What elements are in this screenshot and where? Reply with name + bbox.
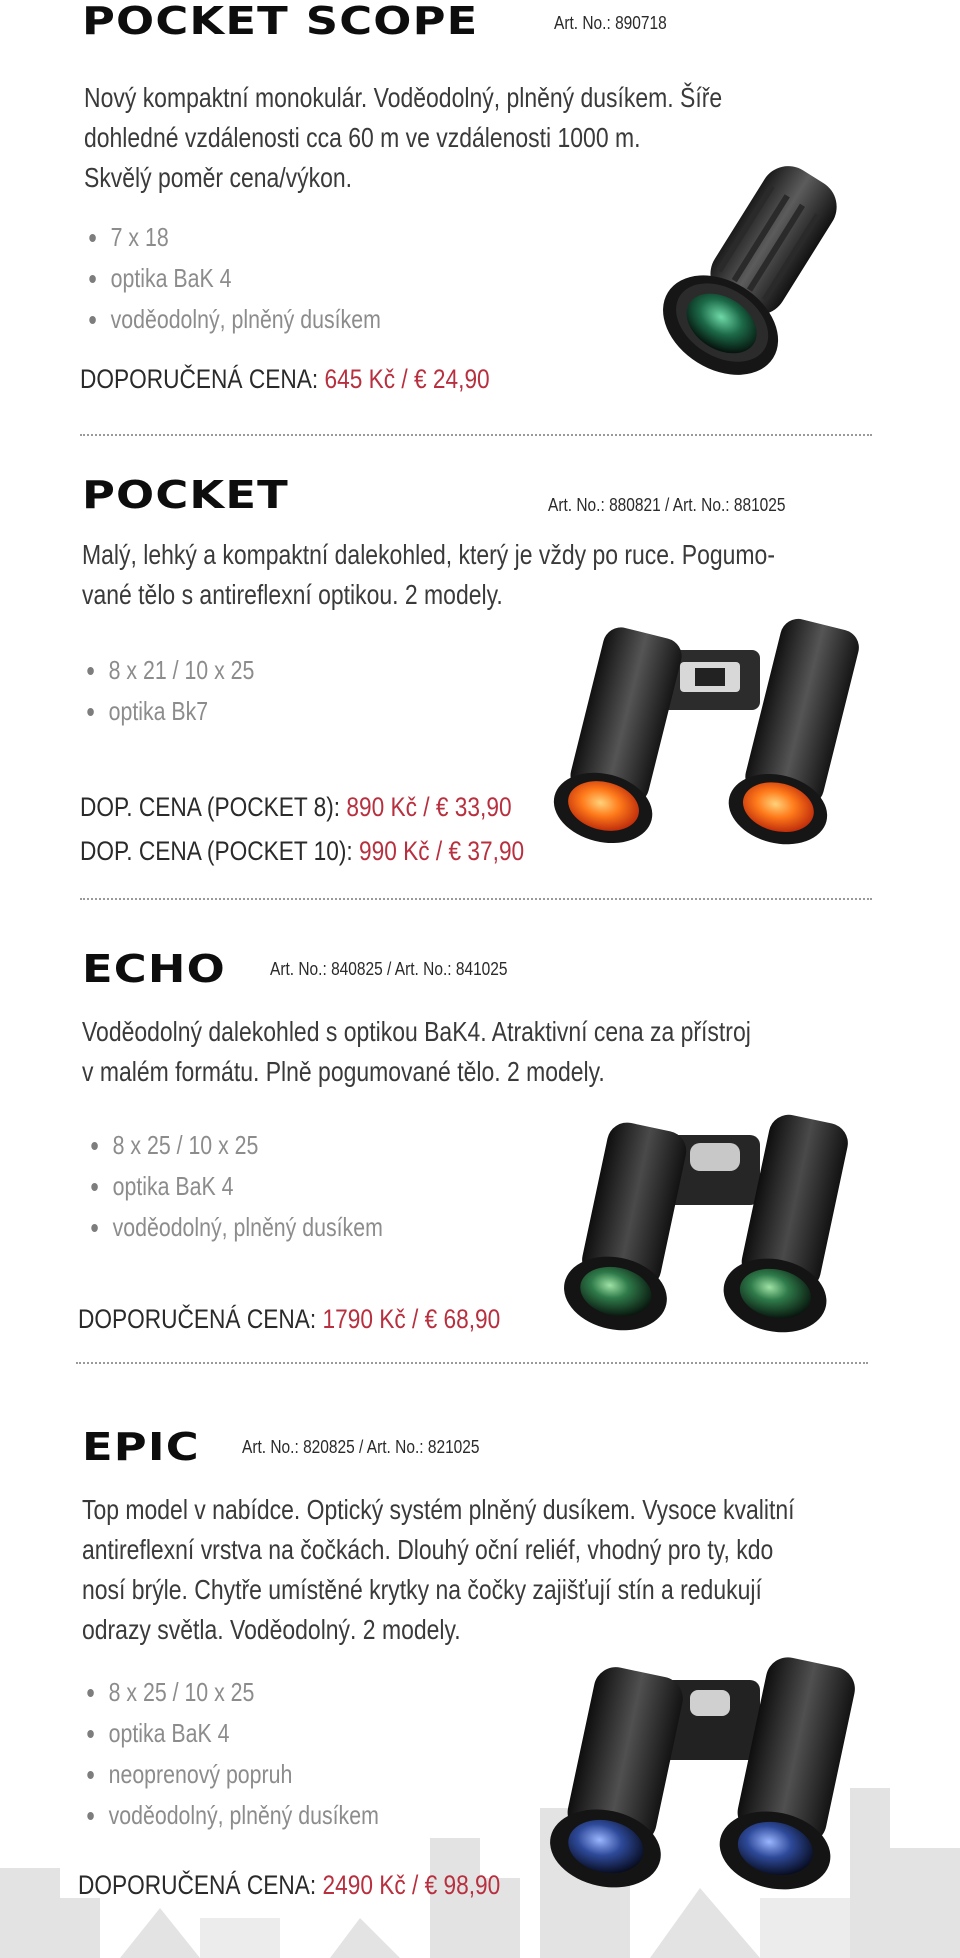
divider xyxy=(76,1362,868,1364)
list-item: 7 x 18 xyxy=(86,217,381,258)
price-value: 890 Kč / € 33,90 xyxy=(346,792,512,822)
monocular-image xyxy=(640,150,870,390)
list-item: 8 x 25 / 10 x 25 xyxy=(84,1672,379,1713)
divider xyxy=(80,898,872,900)
feature-list xyxy=(84,650,254,732)
list-item: neoprenový popruh xyxy=(84,1754,379,1795)
art-number: Art. No.: 880821 / Art. No.: 881025 xyxy=(548,495,786,515)
product-title-pocket-scope: POCKET SCOPE xyxy=(82,0,479,43)
list-item: optika BaK 4 xyxy=(88,1166,383,1207)
product-description: Voděodolný dalekohled s optikou BaK4. Atraktivní cena za přístroj v malém formátu. Plně pogumované tělo. 2 modely. xyxy=(82,1016,751,1087)
list-item: voděodolný, plněný dusíkem xyxy=(86,299,381,340)
price-value: 645 Kč / € 24,90 xyxy=(324,364,490,394)
product-title-pocket: POCKET xyxy=(82,473,289,517)
product-description: Nový kompaktní monokulár. Voděodolný, plněný dusíkem. Šíře dohledné vzdálenosti cca 60 m ve vzdálenosti 1000 m. Skvělý poměr cena/výkon. xyxy=(84,82,723,193)
list-item: voděodolný, plněný dusíkem xyxy=(88,1207,383,1248)
art-number: Art. No.: 890718 xyxy=(554,13,667,33)
price-value: 1790 Kč / € 68,90 xyxy=(322,1304,501,1334)
price-line: DOP. CENA (POCKET 8): 890 Kč / € 33,90 xyxy=(80,792,512,822)
list-item: optika Bk7 xyxy=(84,691,254,732)
price-value: 990 Kč / € 37,90 xyxy=(358,836,525,866)
divider xyxy=(80,434,872,436)
list-item: voděodolný, plněný dusíkem xyxy=(84,1795,379,1836)
price-value: 2490 Kč / € 98,90 xyxy=(322,1870,501,1900)
price-line: DOP. CENA (POCKET 10): 990 Kč / € 37,90 xyxy=(80,836,525,866)
binoculars-image xyxy=(550,1105,870,1345)
art-number: Art. No.: 820825 / Art. No.: 821025 xyxy=(242,1437,480,1457)
feature-list xyxy=(88,1125,383,1248)
feature-list xyxy=(84,1672,379,1836)
feature-list xyxy=(86,217,381,340)
list-item: optika BaK 4 xyxy=(86,258,381,299)
art-number: Art. No.: 840825 / Art. No.: 841025 xyxy=(270,959,508,979)
product-description: Malý, lehký a kompaktní dalekohled, který je vždy po ruce. Pogumo- vané tělo s antireflexní optikou. 2 modely. xyxy=(82,539,775,610)
price-line: DOPORUČENÁ CENA: 2490 Kč / € 98,90 xyxy=(78,1870,501,1900)
price-line: DOPORUČENÁ CENA: 1790 Kč / € 68,90 xyxy=(78,1304,501,1334)
product-description: Top model v nabídce. Optický systém plněný dusíkem. Vysoce kvalitní antireflexní vrstva na čočkách. Dlouhý oční reliéf, vhodný pro ty, kdo nosí brýle. Chytře umístěné krytky na čočky zajišťují stín a redukují odrazy světla. Voděodolný. 2 modely. xyxy=(82,1494,795,1645)
binoculars-image xyxy=(540,1650,870,1910)
binoculars-image xyxy=(540,610,880,860)
price-line: DOPORUČENÁ CENA: 645 Kč / € 24,90 xyxy=(80,364,490,394)
list-item: optika BaK 4 xyxy=(84,1713,379,1754)
list-item: 8 x 25 / 10 x 25 xyxy=(88,1125,383,1166)
list-item: 8 x 21 / 10 x 25 xyxy=(84,650,254,691)
product-title-epic: EPIC xyxy=(82,1425,200,1469)
product-title-echo: ECHO xyxy=(82,947,226,991)
